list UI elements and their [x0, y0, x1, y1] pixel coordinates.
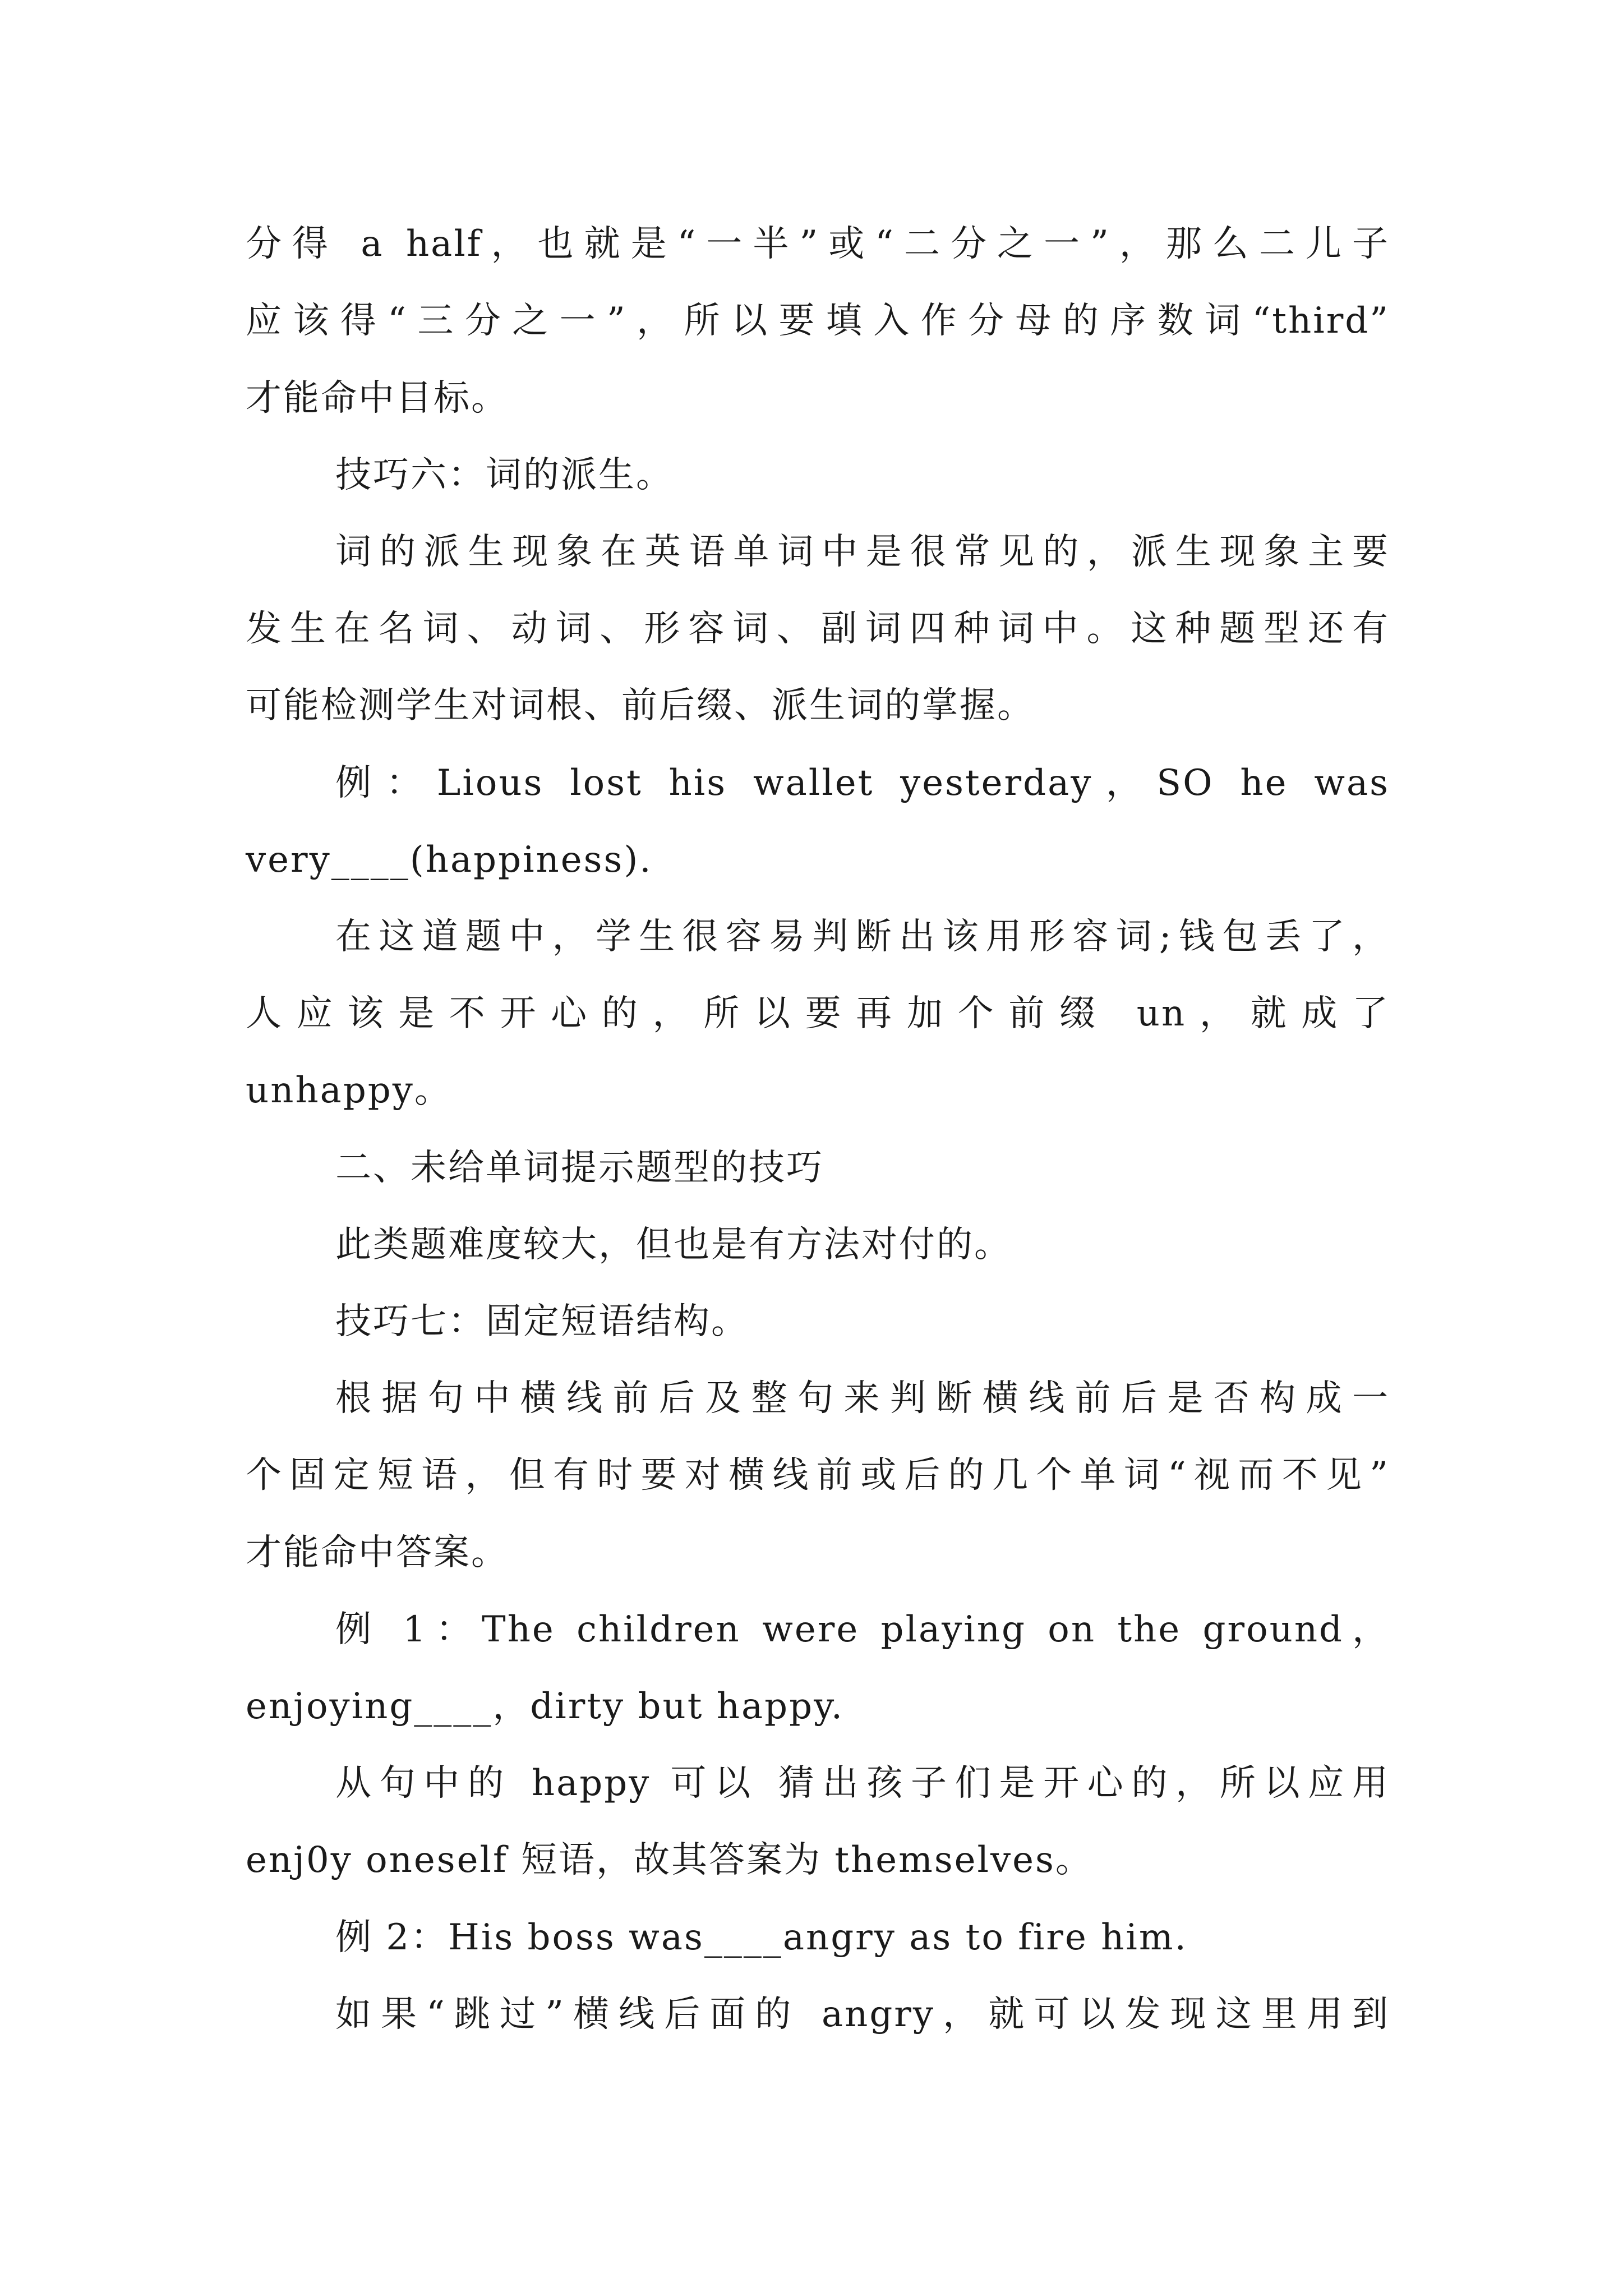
example-2-line: 例 2：His boss was____angry as to fire him. — [335, 1917, 1188, 1958]
text-line-6: 发生在名词、动词、形容词、副词四种词中。这种题型还有 — [246, 608, 1390, 650]
text-line-24: 如果“跳过”横线后面的 angry，就可以发现这里用到 — [335, 1994, 1390, 2035]
example-line-2: very____(happiness). — [246, 839, 653, 881]
example-line-1: 例：Lious lost his wallet yesterday，SO he was — [335, 762, 1390, 804]
section-heading-2: 二、未给单词提示题型的技巧 — [335, 1147, 824, 1189]
text-line-12: unhappy。 — [246, 1070, 452, 1111]
text-line-22: enj0y oneself 短语，故其答案为 themselves。 — [246, 1839, 1093, 1881]
text-line-2: 应该得“三分之一”，所以要填入作分母的序数词“third” — [246, 300, 1390, 342]
text-line-11: 人应该是不开心的，所以要再加个前缀 un，就成了 — [246, 993, 1390, 1034]
text-line-16: 根据句中横线前后及整句来判断横线前后是否构成一 — [335, 1378, 1390, 1419]
text-line-21: 从句中的 happy 可以 猜出孩子们是开心的，所以应用 — [335, 1763, 1390, 1804]
text-line-18: 才能命中答案。 — [246, 1532, 509, 1573]
example-1-line-1: 例 1：The children were playing on the ground， — [335, 1609, 1390, 1650]
text-line-1: 分得 a half，也就是“一半”或“二分之一”，那么二儿子 — [246, 223, 1390, 265]
section-heading-technique-7: 技巧七：固定短语结构。 — [335, 1301, 749, 1342]
text-line-10: 在这道题中，学生很容易判断出该用形容词;钱包丢了， — [335, 916, 1390, 958]
example-1-line-2: enjoying____，dirty but happy. — [246, 1686, 845, 1727]
text-line-17: 个固定短语，但有时要对横线前或后的几个单词“视而不见” — [246, 1455, 1390, 1496]
text-line-7: 可能检测学生对词根、前后缀、派生词的掌握。 — [246, 685, 1035, 726]
text-line-5: 词的派生现象在英语单词中是很常见的，派生现象主要 — [335, 531, 1390, 573]
section-heading-technique-6: 技巧六：词的派生。 — [335, 454, 674, 496]
text-line-14: 此类题难度较大，但也是有方法对付的。 — [335, 1224, 1012, 1266]
text-line-3: 才能命中目标。 — [246, 378, 509, 419]
